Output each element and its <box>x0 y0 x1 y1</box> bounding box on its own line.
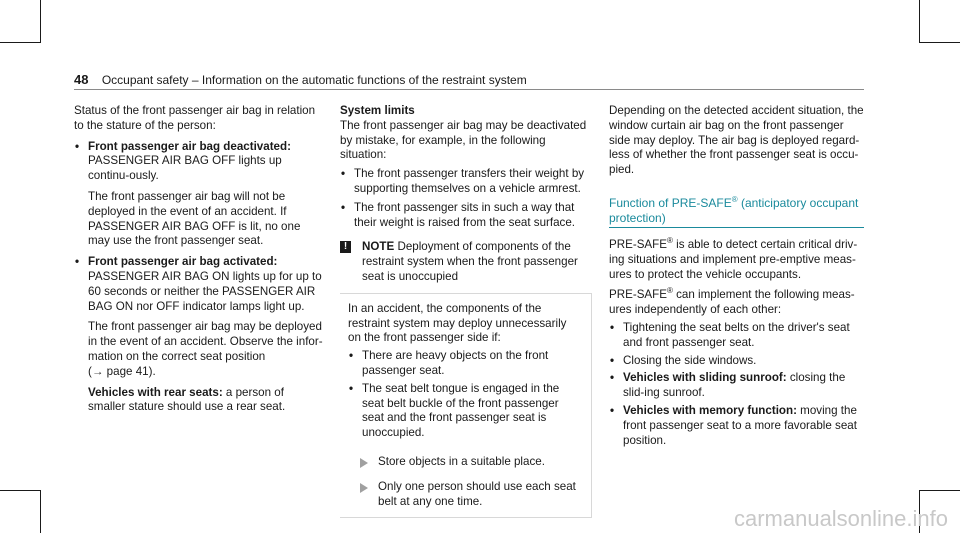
item-title: Vehicles with sliding sunroof: <box>623 371 787 385</box>
col3-intro: Depending on the detected accident situation, the window curtain air bag on the front passenger side may deploy. The air bag is deployed regard-less of whether the front passenger seat is occu-pied. <box>609 104 864 177</box>
col2-intro: The front passenger air bag may be deactivated by mistake, for example, in the following situation: <box>340 118 587 162</box>
item-text: closing the slid-ing sunroof. <box>623 371 846 400</box>
list-item <box>74 255 324 314</box>
warning-icon: ! <box>340 241 351 253</box>
crop-mark <box>919 490 960 491</box>
section-heading: System limits <box>340 104 415 117</box>
registered-mark: ® <box>731 194 738 204</box>
paragraph <box>609 238 867 282</box>
item-text: moving the front passenger seat to a more favorable seat position. <box>623 403 857 447</box>
item-paragraph: The front passenger air bag will not be deployed in the event of an accident. If PASSENGER AIR BAG OFF is lit, no one may use the front passenger seat. <box>88 189 301 248</box>
item-title: Vehicles with rear seats: <box>88 385 223 399</box>
running-title: Occupant safety – Information on the automatic functions of the restraint system <box>101 73 527 87</box>
action-text: Store objects in a suitable place. <box>378 454 545 468</box>
crop-mark <box>40 0 41 43</box>
item-text: PASSENGER AIR BAG OFF lights up continu-ously. <box>88 154 282 183</box>
paragraph-part: PRE-SAFE <box>609 288 667 302</box>
list-item: • Closing the side windows. <box>609 354 867 369</box>
note-header <box>340 240 592 284</box>
list-item: • There are heavy objects on the front passenger seat. <box>348 349 581 379</box>
item-title: Front passenger air bag activated: <box>88 255 278 269</box>
watermark: carmanualsonline.info <box>733 506 948 532</box>
list-item: • Tightening the seat belts on the driver's seat and front passenger seat. <box>609 321 867 351</box>
list-item: • The front passenger sits in such a way that their weight is raised from the seat surface. <box>340 201 592 231</box>
action-item <box>348 455 581 470</box>
item-paragraph-text: The front passenger air bag may be deployed in the event of an accident. Observe the infor-mation on the correct seat position <box>88 320 323 363</box>
column-3 <box>609 104 867 448</box>
col1-intro: Status of the front passenger air bag in relation to the stature of the person: <box>74 104 316 132</box>
section-heading-part: Function of PRE-SAFE <box>609 195 732 210</box>
item-title: Vehicles with memory function: <box>623 403 797 417</box>
note-label: NOTE <box>362 240 395 254</box>
action-arrow-icon <box>360 458 368 468</box>
list-item <box>609 371 867 401</box>
column-2 <box>340 104 592 518</box>
registered-mark: ® <box>666 286 673 296</box>
crop-mark <box>40 490 41 533</box>
column-1 <box>74 104 324 415</box>
page-header <box>74 73 527 88</box>
paragraph-part: is able to detect certain critical driv-ing situations and implement pre-emptive meas-ures to protect the vehicle occupants. <box>609 237 858 281</box>
crop-mark <box>0 42 41 43</box>
list-item: • The seat belt tongue is engaged in the seat belt buckle of the front passenger seat and the front passenger seat is unoccupied. <box>348 382 581 441</box>
crop-mark <box>919 0 920 43</box>
page-number: 48 <box>74 72 89 87</box>
paragraph-part: can implement the following meas-ures independently of each other: <box>609 288 855 317</box>
section-heading <box>609 196 867 226</box>
item-paragraph <box>74 320 324 379</box>
action-text: Only one person should use each seat belt at any one time. <box>378 479 576 508</box>
item-text: PASSENGER AIR BAG ON lights up for up to 60 seconds or neither the PASSENGER AIR BAG ON nor OFF indicator lamps light up. <box>88 269 322 313</box>
item-text: a person of smaller stature should use a rear seat. <box>88 385 286 414</box>
note-body: In an accident, the components of the restraint system may deploy unnecessarily on the front passenger side if: <box>348 301 567 345</box>
list-item <box>609 404 867 448</box>
list-item: • The front passenger transfers their weight by supporting themselves on a vehicle armrest. <box>340 167 592 197</box>
action-item <box>348 480 581 510</box>
note-box <box>340 293 592 519</box>
paragraph <box>609 288 867 318</box>
list-item <box>74 140 324 184</box>
crop-mark <box>0 490 41 491</box>
registered-mark: ® <box>666 236 673 246</box>
item-title: Front passenger air bag deactivated: <box>88 139 291 153</box>
note-title: Deployment of components of the restraint system when the front passenger seat is unoccupied <box>362 240 578 283</box>
paragraph-part: PRE-SAFE <box>609 237 667 251</box>
section-heading-part: (anticipatory occupant protection) <box>609 195 859 225</box>
list-item <box>74 386 324 416</box>
page-reference-link[interactable]: (→ page 41). <box>88 364 156 378</box>
header-divider <box>74 89 864 90</box>
crop-mark <box>919 42 960 43</box>
action-arrow-icon <box>360 483 368 493</box>
